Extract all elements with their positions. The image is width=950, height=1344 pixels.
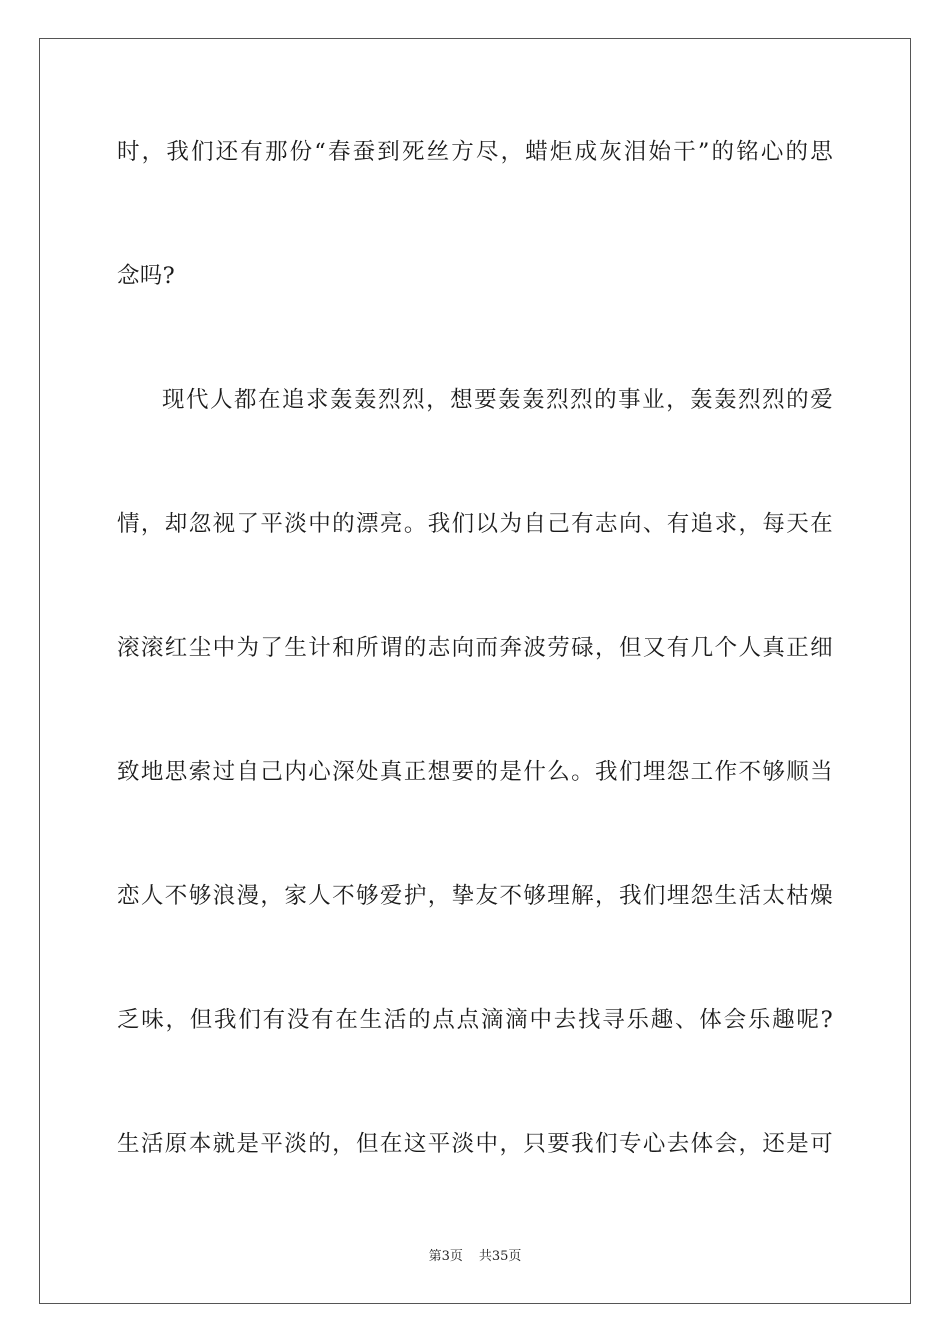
text-line: 情，却忽视了平淡中的漂亮。我们以为自己有志向、有追求，每天在 <box>117 511 833 537</box>
text-line: 念吗? <box>117 263 175 289</box>
text-line: 乏味，但我们有没有在生活的点点滴滴中去找寻乐趣、体会乐趣呢? <box>117 1007 833 1033</box>
text-line: 滚滚红尘中为了生计和所谓的志向而奔波劳碌，但又有几个人真正细 <box>117 635 833 661</box>
paragraph-first-line: 现代人都在追求轰轰烈烈，想要轰轰烈烈的事业，轰轰烈烈的爱 <box>162 387 833 413</box>
page-number: 第3页 <box>428 1249 463 1264</box>
page-footer <box>0 1248 950 1266</box>
text-line: 时，我们还有那份“春蚕到死丝方尽，蜡炬成灰泪始干”的铭心的思 <box>117 139 833 165</box>
text-line: 生活原本就是平淡的，但在这平淡中，只要我们专心去体会，还是可 <box>117 1131 833 1157</box>
text-line: 恋人不够浪漫，家人不够爱护，挚友不够理解，我们埋怨生活太枯燥 <box>117 883 833 909</box>
page-border <box>39 38 911 1304</box>
page-total: 共35页 <box>478 1249 522 1264</box>
text-line: 致地思索过自己内心深处真正想要的是什么。我们埋怨工作不够顺当 <box>117 759 833 785</box>
